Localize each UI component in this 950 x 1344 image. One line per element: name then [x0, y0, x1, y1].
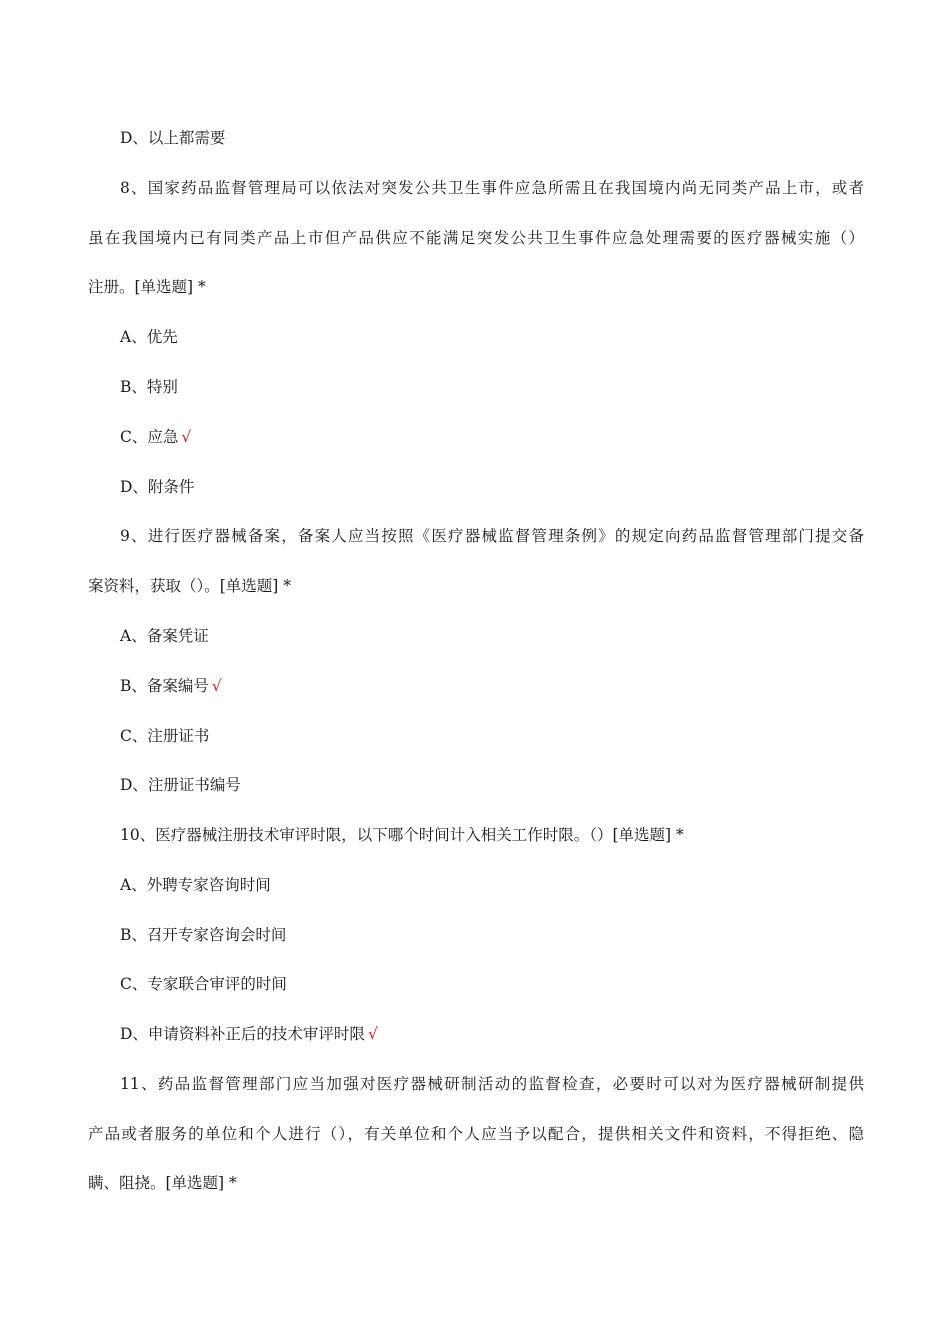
q10-option-b — [120, 924, 286, 946]
option-text: A、优先 — [120, 328, 178, 346]
option-text: D、注册证书编号 — [120, 776, 241, 794]
q7-option-d — [120, 127, 225, 149]
q8-question-line-2: 虽在我国境内已有同类产品上市但产品供应不能满足突发公共卫生事件应急处理需要的医疗器械实施（） — [88, 229, 864, 247]
option-text: C、应急 — [120, 428, 179, 446]
q9-option-c — [120, 725, 209, 747]
q11-question-line-2: 产品或者服务的单位和个人进行（），有关单位和个人应当予以配合，提供相关文件和资料，不得拒绝、隐 — [88, 1125, 864, 1143]
q8-option-a — [120, 326, 178, 348]
q8-option-b — [120, 376, 178, 398]
option-text: D、以上都需要 — [120, 129, 226, 147]
q10-option-c — [120, 973, 287, 995]
option-text: D、附条件 — [120, 478, 195, 496]
q9-option-b — [120, 675, 222, 697]
option-text: A、外聘专家咨询时间 — [120, 876, 271, 894]
q10-option-a — [120, 874, 271, 896]
q10-option-d — [120, 1023, 378, 1045]
option-text: B、特别 — [120, 378, 178, 396]
q10-question-line-1: 10、医疗器械注册技术审评时限，以下哪个时间计入相关工作时限。（）[单选题] * — [120, 826, 684, 844]
option-text: C、注册证书 — [120, 727, 210, 745]
check-mark-icon: √ — [211, 677, 222, 695]
check-mark-icon: √ — [367, 1025, 378, 1043]
q11-question-line-3: 瞒、阻挠。[单选题] * — [88, 1174, 237, 1192]
option-text: B、备案编号 — [120, 677, 209, 695]
check-mark-icon: √ — [181, 428, 192, 446]
q9-option-a — [120, 625, 209, 647]
option-text: A、备案凭证 — [120, 627, 209, 645]
q8-option-c — [120, 426, 191, 448]
q8-option-d — [120, 476, 194, 498]
q8-question-line-1: 8、国家药品监督管理局可以依法对突发公共卫生事件应急所需且在我国境内尚无同类产品上市，或者 — [120, 179, 864, 197]
q9-option-d — [120, 774, 241, 796]
option-text: B、召开专家咨询会时间 — [120, 926, 287, 944]
q11-question-line-1: 11、药品监督管理部门应当加强对医疗器械研制活动的监督检查，必要时可以对为医疗器械研制提供 — [120, 1075, 864, 1093]
option-text: D、申请资料补正后的技术审评时限 — [120, 1025, 365, 1043]
q9-question-line-2: 案资料，获取（）。[单选题] * — [88, 577, 292, 595]
q8-question-line-3: 注册。[单选题] * — [88, 278, 206, 296]
q9-question-line-1: 9、进行医疗器械备案，备案人应当按照《医疗器械监督管理条例》的规定向药品监督管理部门提交备 — [120, 527, 864, 545]
option-text: C、专家联合审评的时间 — [120, 975, 287, 993]
